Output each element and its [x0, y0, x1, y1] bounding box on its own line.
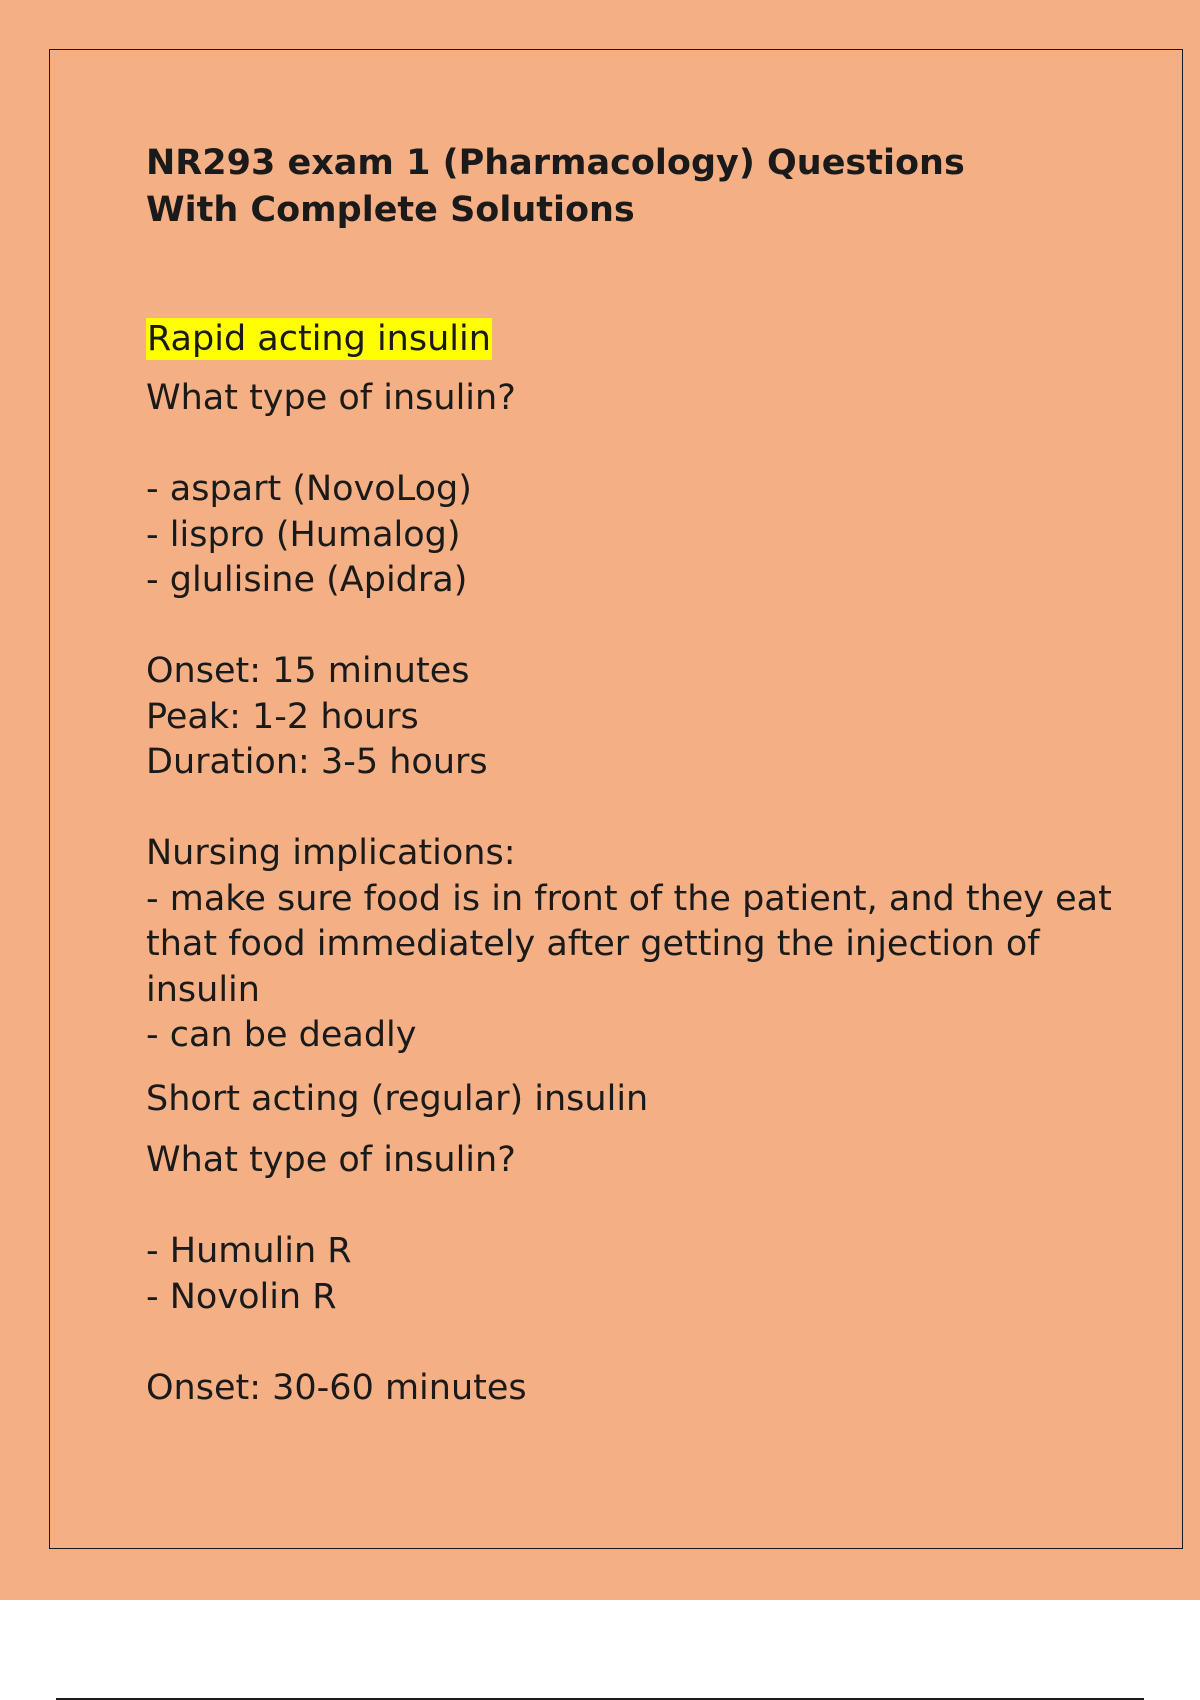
card-term: Short acting (regular) insulin	[146, 1078, 649, 1119]
document-title	[146, 140, 1126, 234]
card-question-text: What type of insulin? - aspart (NovoLog) - lispro (Humalog) - glulisine (Apidra) Onset: 15 minutes Peak: 1-2 hours Duration: 3-5 hours Nursing implications: - make sure food is in front of the patient, and they eat that food immediately after getting the injection of insulin - can be deadly	[146, 378, 1112, 1055]
title-line-2: With Complete Solutions	[146, 190, 635, 230]
highlighted-term: Rapid acting insulin	[147, 319, 491, 359]
document-content	[146, 140, 1126, 1411]
title-line-1: NR293 exam 1 (Pharmacology) Questions	[146, 143, 965, 183]
card-question-text: What type of insulin? - Humulin R - Novolin R Onset: 30-60 minutes	[146, 1140, 527, 1408]
